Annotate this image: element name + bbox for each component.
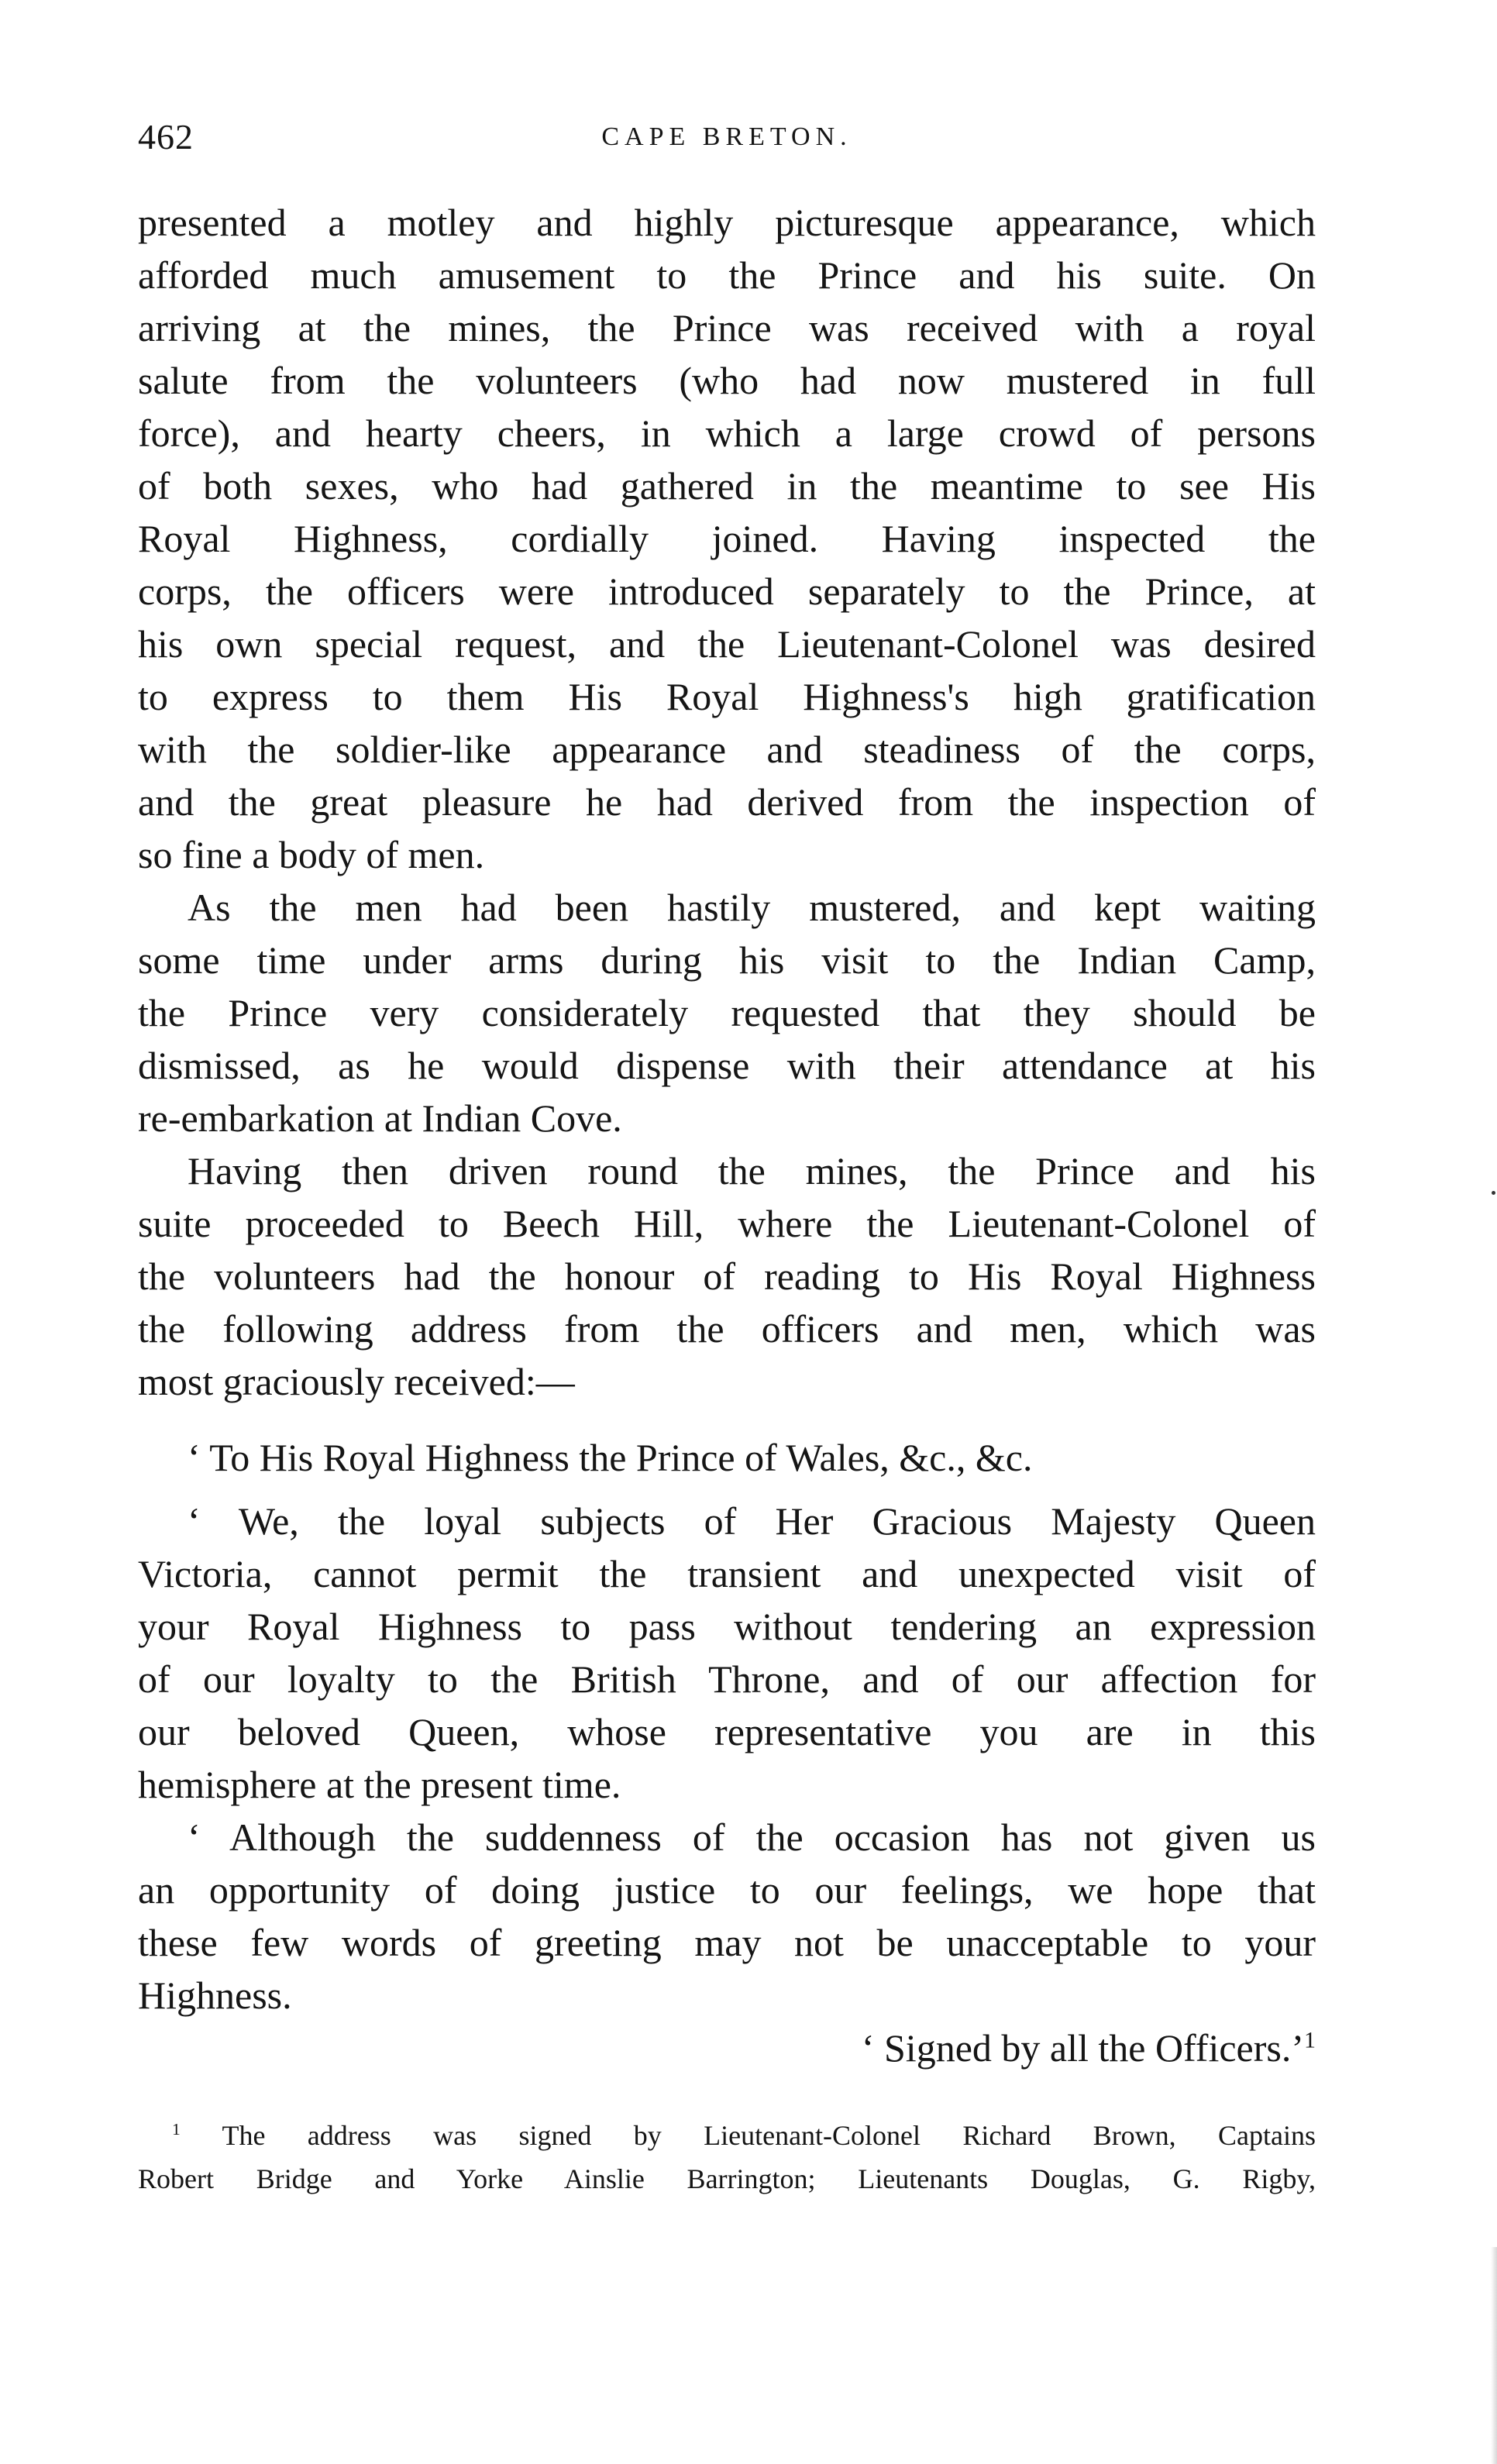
text-line: Royal Highness, cordially joined. Having inspected the: [138, 517, 1316, 560]
text-line: salute from the volunteers (who had now mustered in full: [138, 359, 1316, 402]
text-line: an opportunity of doing justice to our feelings, we hope that: [138, 1868, 1316, 1912]
signature-line: [138, 2022, 1316, 2074]
text-line: the Prince very considerately requested that they should be: [138, 991, 1316, 1034]
text-line: Highness.: [138, 1974, 292, 2017]
address-paragraph-1: [138, 1495, 1316, 1811]
text-line: afforded much amusement to the Prince and his suite. On: [138, 253, 1316, 297]
text-line: ‘ We, the loyal subjects of Her Gracious Majesty Queen: [188, 1499, 1316, 1543]
footnote-marker: 1: [172, 2120, 181, 2139]
text-line: force), and hearty cheers, in which a large crowd of persons: [138, 411, 1316, 455]
signature-text: ‘ Signed by all the Officers.’: [861, 2026, 1304, 2070]
spacer: [138, 1484, 1316, 1495]
text-line: the following address from the officers and men, which was: [138, 1307, 1316, 1351]
footnote-reference[interactable]: 1: [1304, 2027, 1316, 2053]
text-line: Having then driven round the mines, the Prince and his: [188, 1149, 1316, 1192]
text-line: most graciously received:—: [138, 1360, 575, 1403]
scan-artifact: [1492, 1191, 1495, 1195]
text-line: dismissed, as he would dispense with their attendance at his: [138, 1044, 1316, 1087]
spacer: [138, 1408, 1316, 1431]
text-line: hemisphere at the present time.: [138, 1763, 621, 1806]
running-head: CAPE BRETON.: [601, 122, 852, 151]
text-line: Victoria, cannot permit the transient and unexpected visit of: [138, 1552, 1316, 1595]
text-line: so fine a body of men.: [138, 833, 485, 876]
text-line: suite proceeded to Beech Hill, where the Lieutenant-Colonel of: [138, 1202, 1316, 1245]
address-heading: ‘ To His Royal Highness the Prince of Wales, &c., &c.: [188, 1436, 1033, 1479]
paragraph-1: [138, 196, 1316, 881]
paragraph-2: [138, 881, 1316, 1144]
text-line: of both sexes, who had gathered in the meantime to see His: [138, 464, 1316, 508]
text-line: ‘ Although the suddenness of the occasion has not given us: [188, 1815, 1316, 1859]
text-line: to express to them His Royal Highness's high gratification: [138, 675, 1316, 718]
text-line: re-embarkation at Indian Cove.: [138, 1096, 622, 1140]
scan-edge-shadow: [1491, 2247, 1497, 2464]
page-number: 462: [138, 117, 194, 157]
text-line: and the great pleasure he had derived from the inspection of: [138, 780, 1316, 824]
text-line: arriving at the mines, the Prince was received with a royal: [138, 306, 1316, 349]
text-line: of our loyalty to the British Throne, and of our affection for: [138, 1657, 1316, 1701]
page-header: [138, 116, 1316, 170]
text-line: the volunteers had the honour of reading to His Royal Highness: [138, 1254, 1316, 1298]
paragraph-3: [138, 1144, 1316, 1408]
text-line: these few words of greeting may not be unacceptable to your: [138, 1921, 1316, 1964]
text-line: corps, the officers were introduced separately to the Prince, at: [138, 570, 1316, 613]
address-paragraph-2: [138, 1811, 1316, 2022]
footnote-text: The address was signed by Lieutenant-Colonel Richard Brown, Captains: [222, 2120, 1316, 2151]
footnote-line: [138, 2114, 1316, 2157]
text-line: his own special request, and the Lieutenant-Colonel was desired: [138, 622, 1316, 666]
text-line: presented a motley and highly picturesque appearance, which: [138, 201, 1316, 244]
text-line: your Royal Highness to pass without tendering an expression: [138, 1605, 1316, 1648]
footnote-line: Robert Bridge and Yorke Ainslie Barrington; Lieutenants Douglas, G. Rigby,: [138, 2163, 1316, 2194]
text-line: our beloved Queen, whose representative you are in this: [138, 1710, 1316, 1753]
text-line: with the soldier-like appearance and steadiness of the corps,: [138, 728, 1316, 771]
text-line: As the men had been hastily mustered, and kept waiting: [188, 886, 1316, 929]
text-line: some time under arms during his visit to the Indian Camp,: [138, 938, 1316, 982]
footnote: [138, 2114, 1316, 2201]
body-text: [138, 196, 1316, 2074]
